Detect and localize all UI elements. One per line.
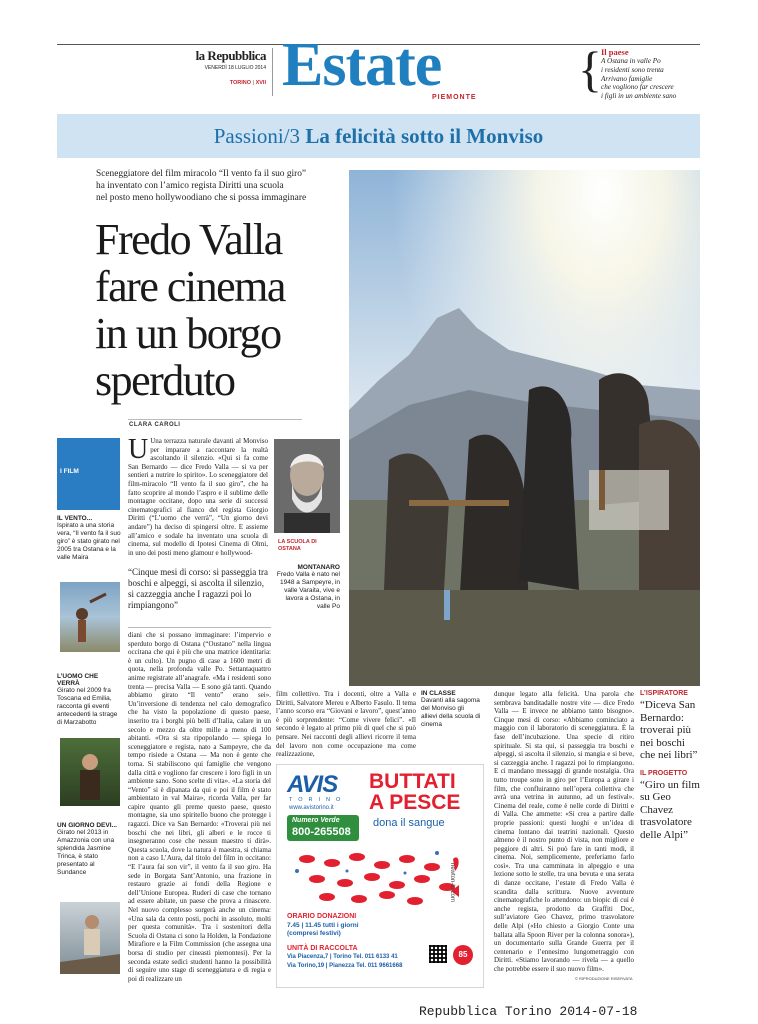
banner-title: La felicità sotto il Monviso [305,124,544,148]
article-headline [95,216,345,404]
film-thumb-uomo-art [60,738,120,806]
green-number-label: Numero Verde [292,817,340,824]
montanaro-text: Fredo Valla è nato nel 1948 a Sampeyre, in valle Varaita, vive e lavora a Ostana, in valle Po [276,571,340,610]
headline-line: fare cinema [95,262,285,311]
avis-site: www.avistorino.it [289,805,334,811]
body-column-1-bottom: diani che si possano immaginare: l’impervio e sperduto borgo di Ostana (“Oustano” nella lingua occitana che qui è più che una matrice identitaria: è un culto). Un pugno di case a 1600 metri di quota, nella profonda valle Po. Settantaquattro anime registrate all’anagrafe. «Ma i residenti sono trenta — precisa Valla — E sono già tanti. Quando abbiamo girato “Il vento” erano sei». Un’inversione di tendenza nel calo demografico che ha visto la popolazione di questo paese, inserito tra i borghi più belli d’Italia, calare in un secolo e mezzo da oltre mille a meno di 100 abitanti. «Ora si sta ripopolando — spiega lo sceneggiatore e regista, nato a Sampeyre, che da tempo risiede a Ostana — Ma non è gente che torna. Si stabiliscono qui famiglie che vengono dalla città e vogliono far crescere i loro figli in un ambiente sano. Sono scelte di vita». «La storia del “Vento” si è dipanata da qui e poi il film è stato ambientato in val Maira», ricorda Valla, per far capire quanto gli preme questo paese, questo montagne, sia uno spiritello buono che protegge i ragazzi. Dice va San Bernardo: «Troverai più nei boschi che nei libri, gli alberi e le rocce ti insegneranno cose che nessun maestro ti dirà». Questa scuola, dove la natura è maestra, si chiama non a caso L’Aura, dal titolo del film in occitano: “E l’aura fai son vir”, il vento fa il suo giro. Ha sede in Borgata Sant’Antonio, una frazione in restauro grazie ai fondi della Regione e dell’Unione Europea. Ruderi di case che tornano ad essere abitate, un paese che prova a rinascere. Nel nuovo complesso sorgerà anche un cinema: «Una sala da cento posti, pochi in assoluto, molti per questa comunità». Tra i sostenitori della Scuola di Ostana ci sono la Holden, la Fondazione Mirafiore e la Film Commission (che assegna una borsa di studio per cineasti piemontesi). Per la seconda estate sedici studenti hanno la possibilità di seguire uno stage di sceneggiatura e di regia e poi di realizzare un [128,631,271,983]
avis-logo: AVIS [287,771,338,798]
green-number-box [287,815,359,841]
film-title: IL VENTO... [57,515,93,522]
classe-title: IN CLASSE [421,690,456,697]
body-column-2: film collettivo. Tra i docenti, oltre a Valla e Diritti, Salvatore Mereu e Alberto Fasulo. Il tema l’anno scorso era “Giovani e lavoro”, quest’anno è più sorprendente: “Come vivere felici”. «Il secondo è legato al primo più di quel che si può pensare. Nei racconti degli allievi ricorre il tema del lavoro non come occupazione ma come realizzazione, [276,690,416,758]
montanaro-caption [276,564,340,611]
portrait-caption: LA SCUOLA DI OSTANA [278,539,317,552]
footer-source: Repubblica Torino 2014-07-18 [419,1004,638,1019]
films-label: I FILM [60,468,79,475]
aside-paese [601,47,701,101]
section-region: PIEMONTE [432,94,477,101]
edition-line: TORINO | XVII [229,80,266,86]
banner-series: Passioni/3 [213,124,301,148]
issue-date: VENERDÌ 18 LUGLIO 2014 [204,65,266,71]
film-title: UN GIORNO DEVI... [57,822,117,829]
film-item [57,515,122,562]
series-banner [57,114,700,158]
orario-line: (compresi festivi) [287,930,341,937]
subhead-line: nel posto meno hollywoodiano che si possa immaginare [96,193,307,204]
portrait-photo [274,439,340,533]
film-thumb-vento [60,582,120,652]
montanaro-title: MONTANARO [297,564,340,571]
film-thumb-giorno [60,902,120,974]
film-thumb-vento-art [60,582,120,652]
classe-caption [421,690,481,729]
ad-agency: newton-lo.com [449,863,455,903]
films-box [57,438,120,510]
aside-line: che vogliono far crescere [601,83,674,92]
avis-city: TORINO [289,797,347,803]
address-line: Via Piacenza,7 | Torino Tel. 011 6133 41 [287,954,398,960]
orario-title: ORARIO DONAZIONI [287,913,357,920]
section-title: Estate [282,31,442,99]
right-sidebar [640,690,702,841]
film-item [57,673,122,727]
progetto-label: IL PROGETTO [640,769,688,777]
unita-title: UNITÀ DI RACCOLTA [287,945,358,952]
subhead-line: ha inventato con l’amico regista Diritti una scuola [96,181,284,192]
headline-line: Fredo Valla [95,215,282,264]
edition-city: TORINO [229,80,251,86]
progetto-quote: “Giro un film su Geo Chavez trasvolatore delle Alpi” [640,778,700,841]
body-column-3: dunque legato alla felicità. Una parola che sembrava banditadalle nostre vite — dice Fredo Valla — E invece ne abbiamo tanto bisogno». Cinque mesi di corso: «Abbiamo cominciato a maggio con il laboratorio di sceneggiatura. È la fase dell’incubazione. Una specie di ritiro spirituale. Si sta qui, si passeggia tra boschi e alpeggi, si ascolta il silenzio, si mangia e si beve, si cazzeggia anche. I ragazzi poi lo rimpiangono. E ci mandano messaggi di grande nostalgia. Ora tutto troupe sono in giro per l’Europa a girare i film, che confluiranno nell’opera collettiva che avrà una vetrina in autunno, ad un festival». Cinema del reale, come è nelle corde di Diritti e di Valla. Che ammette: «Si crea a partire dalle proprie passioni: questi luoghi e un’idea di cinema lontano dai teatrini nazionali. Questo almeno è il nostro punto di vista, non migliore e peggiore di altri. Si può fare in tanti modi, il cinema. Noi, semplicemente, preferiamo farlo così». Tra una camminata in alpeggio e una lezione sotto le stelle, tra una bevuta e una serata di danze occitane, l’estate di Fredo Valla è scandita dalla scrittura. Nuove avventure cinematografiche lo attendono: un biopic di cui è anche regista, prodotto da Graffiti Doc, sull’aviatore Geo Chavez, primo trasvolatore delle Alpi («Ho chiesto a Giorgio Conte una ballata alla Spoon River per la colonna sonora»), un documentario sulla Grande Guerra per il centenario e l’ennesimo lungometraggio con Diritti. «Stiamo lavorando — rivela — a quello che potrebbe essere il suo nuovo film». [494,690,634,972]
ad-headline-2: A PESCE [369,791,461,814]
quote-rule [128,627,271,628]
aside-brace-icon: { [578,41,602,97]
classe-text: Davanti alla sagoma del Monviso gli allievi della scuola di cinema [421,697,481,728]
fish-school-icon [287,849,462,907]
aside-title: Il paese [601,47,629,57]
headline-line: in un borgo [95,309,281,358]
classroom-photo-art [349,170,700,686]
ad-headline-1: BUTTATI [369,770,456,793]
byline: CLARA CAROLI [129,422,181,428]
article-subhead [96,168,346,205]
address-line: Via Torino,19 | Pianezza Tel. 011 9661668 [287,963,403,969]
portrait-photo-art [274,439,340,533]
aside-line: Arrivano famiglie [601,74,653,83]
ad-tagline: dona il sangue [373,817,445,829]
newspaper-logo: la Repubblica [195,48,266,63]
film-desc: Girato nel 2013 in Amazzonia con una splendida Jasmine Trinca, è stato presentato al Sundance [57,829,115,876]
aside-lines [601,57,701,101]
masthead-logo-block [178,48,266,86]
orario-line: 7.45 | 11.45 tutti i giorni [287,922,359,929]
ispiratore-label: L’ISPIRATORE [640,690,688,697]
headline-line: sperduto [95,356,235,405]
film-desc: Girato nel 2009 fra Toscana ed Emilia, racconta gli eventi antecedenti la strage di Marzabotto [57,687,118,726]
pull-quote: “Cinque mesi di corso: si passeggia tra boschi e alpeggi, si ascolta il silenzio, si cazzeggia anche I ragazzi poi lo rimpiangono” [128,567,268,610]
masthead-divider [272,48,273,96]
avis-advertisement[interactable] [276,764,484,988]
film-thumb-giorno-art [60,902,120,974]
classroom-photo [349,170,700,686]
ispiratore-quote: “Diceva San Bernardo: troverai più nei boschi che nei libri” [640,699,698,761]
aside-line: i residenti sono trenta [601,65,664,74]
aside-line: i figli in un ambiente sano [601,92,677,101]
page-number: XVII [255,80,266,86]
banner-text [57,124,700,148]
copyright: © RIPRODUZIONE RISERVATA [575,976,633,981]
film-title: L’UOMO CHE VERRÀ [57,673,99,687]
anniversary-badge-icon: 85 [453,945,473,965]
subhead-line: Sceneggiatore del film miracolo “Il vento fa il suo giro” [96,169,307,179]
body-text: Una terrazza naturale davanti al Monviso per imparare a raccontare la realtà ascoltando il silenzio. «Qui si fa come San Bernardo — dice Fredo Valla — si va per sentieri a nutrire lo spirito». Lo sceneggiatore del film-miracolo “Il vento fa il suo giro”, che ha fatto scoprire al mondo l’aspro e il sublime delle montagne occitane, dopo una serie di successi cinematografici al fianco del regista Giorgio Diritti (“L’uomo che verrà”, “Un giorno devi andare”) ha deciso di spingersi oltre. E assieme all’amico e sodale ha inventato una scuola di cinema, sul modello di Ipotesi Cinema di Olmi, in uno dei posti meno glamour e hollywood- [128,437,268,557]
film-item [57,822,122,877]
body-column-1-top [128,434,268,557]
green-number: 800-265508 [292,826,351,838]
film-desc: Ispirato a una storia vera, “Il vento fa il suo giro” è stato girato nel 2005 tra Ostana e la valle Maira [57,522,121,561]
byline-rule [128,419,302,420]
dropcap: U [128,434,149,465]
qr-code-icon[interactable] [429,945,447,963]
aside-line: A Ostana in valle Po [601,57,661,65]
film-thumb-uomo [60,738,120,806]
